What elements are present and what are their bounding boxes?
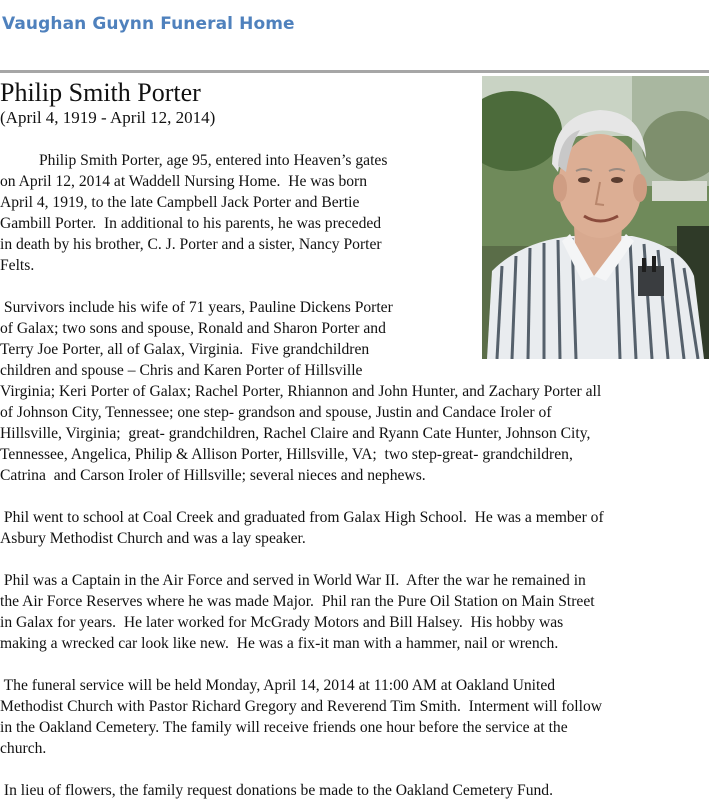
obituary-line: Terry Joe Porter, all of Galax, Virginia. Five grandchildren [0, 341, 370, 358]
obituary-line: Catrina and Carson Iroler of Hillsville; several nieces and nephews. [0, 467, 426, 484]
obituary-line: Survivors include his wife of 71 years, Pauline Dickens Porter [0, 299, 393, 316]
obituary-line: in death by his brother, C. J. Porter and a sister, Nancy Porter [0, 236, 382, 253]
header-divider [0, 70, 709, 73]
obituary-line: Gambill Porter. In additional to his parents, he was preceded [0, 215, 382, 232]
paragraph-gap [0, 654, 709, 675]
obituary-line: children and spouse – Chris and Karen Porter of Hillsville [0, 362, 363, 379]
obituary-line: the Air Force Reserves where he was made Major. Phil ran the Pure Oil Station on Main Street [0, 593, 595, 610]
obituary-line: In lieu of flowers, the family request donations be made to the Oakland Cemetery Fund. [0, 782, 553, 799]
obituary-line: Felts. [0, 257, 35, 274]
obituary-line: on April 12, 2014 at Waddell Nursing Home. He was born [0, 173, 368, 190]
obituary-line: Hillsville, Virginia; great- grandchildren, Rachel Claire and Ryann Cate Hunter, Johnson City, [0, 425, 591, 442]
paragraph-gap [0, 276, 709, 297]
obituary-line: in Galax for years. He later worked for McGrady Motors and Bill Halsey. His hobby was [0, 614, 564, 631]
obituary-line: Asbury Methodist Church and was a lay speaker. [0, 530, 306, 547]
paragraph-gap [0, 549, 709, 570]
obituary-line: making a wrecked car look like new. He was a fix-it man with a hammer, nail or wrench. [0, 635, 559, 652]
obituary-line: April 4, 1919, to the late Campbell Jack Porter and Bertie [0, 194, 360, 211]
paragraph-gap [0, 486, 709, 507]
obituary-line: The funeral service will be held Monday, April 14, 2014 at 11:00 AM at Oakland United [0, 677, 556, 694]
obituary-line: Methodist Church with Pastor Richard Gregory and Reverend Tim Smith. Interment will follow [0, 698, 603, 715]
deceased-name: Philip Smith Porter [0, 78, 201, 107]
obituary-line: Virginia; Keri Porter of Galax; Rachel Porter, Rhiannon and John Hunter, and Zachary Porter all [0, 383, 602, 400]
paragraph-gap [0, 759, 709, 780]
obituary-body [0, 150, 709, 801]
obituary-line: in the Oakland Cemetery. The family will receive friends one hour before the service at the [0, 719, 568, 736]
obituary-line: Tennessee, Angelica, Philip & Allison Porter, Hillsville, VA; two step-great- grandchildren, [0, 446, 573, 463]
obituary-line: Philip Smith Porter, age 95, entered into Heaven’s gates [0, 152, 388, 169]
obituary-line: Phil was a Captain in the Air Force and served in World War II. After the war he remained in [0, 572, 586, 589]
obituary-line: of Johnson City, Tennessee; one step- grandson and spouse, Justin and Candace Iroler of [0, 404, 552, 421]
obituary-line: church. [0, 740, 47, 757]
obituary-line: of Galax; two sons and spouse, Ronald and Sharon Porter and [0, 320, 386, 337]
life-dates: (April 4, 1919 - April 12, 2014) [0, 108, 216, 127]
obituary-line: Phil went to school at Coal Creek and graduated from Galax High School. He was a member of [0, 509, 604, 526]
site-title-link[interactable]: Vaughan Guynn Funeral Home [2, 14, 295, 34]
